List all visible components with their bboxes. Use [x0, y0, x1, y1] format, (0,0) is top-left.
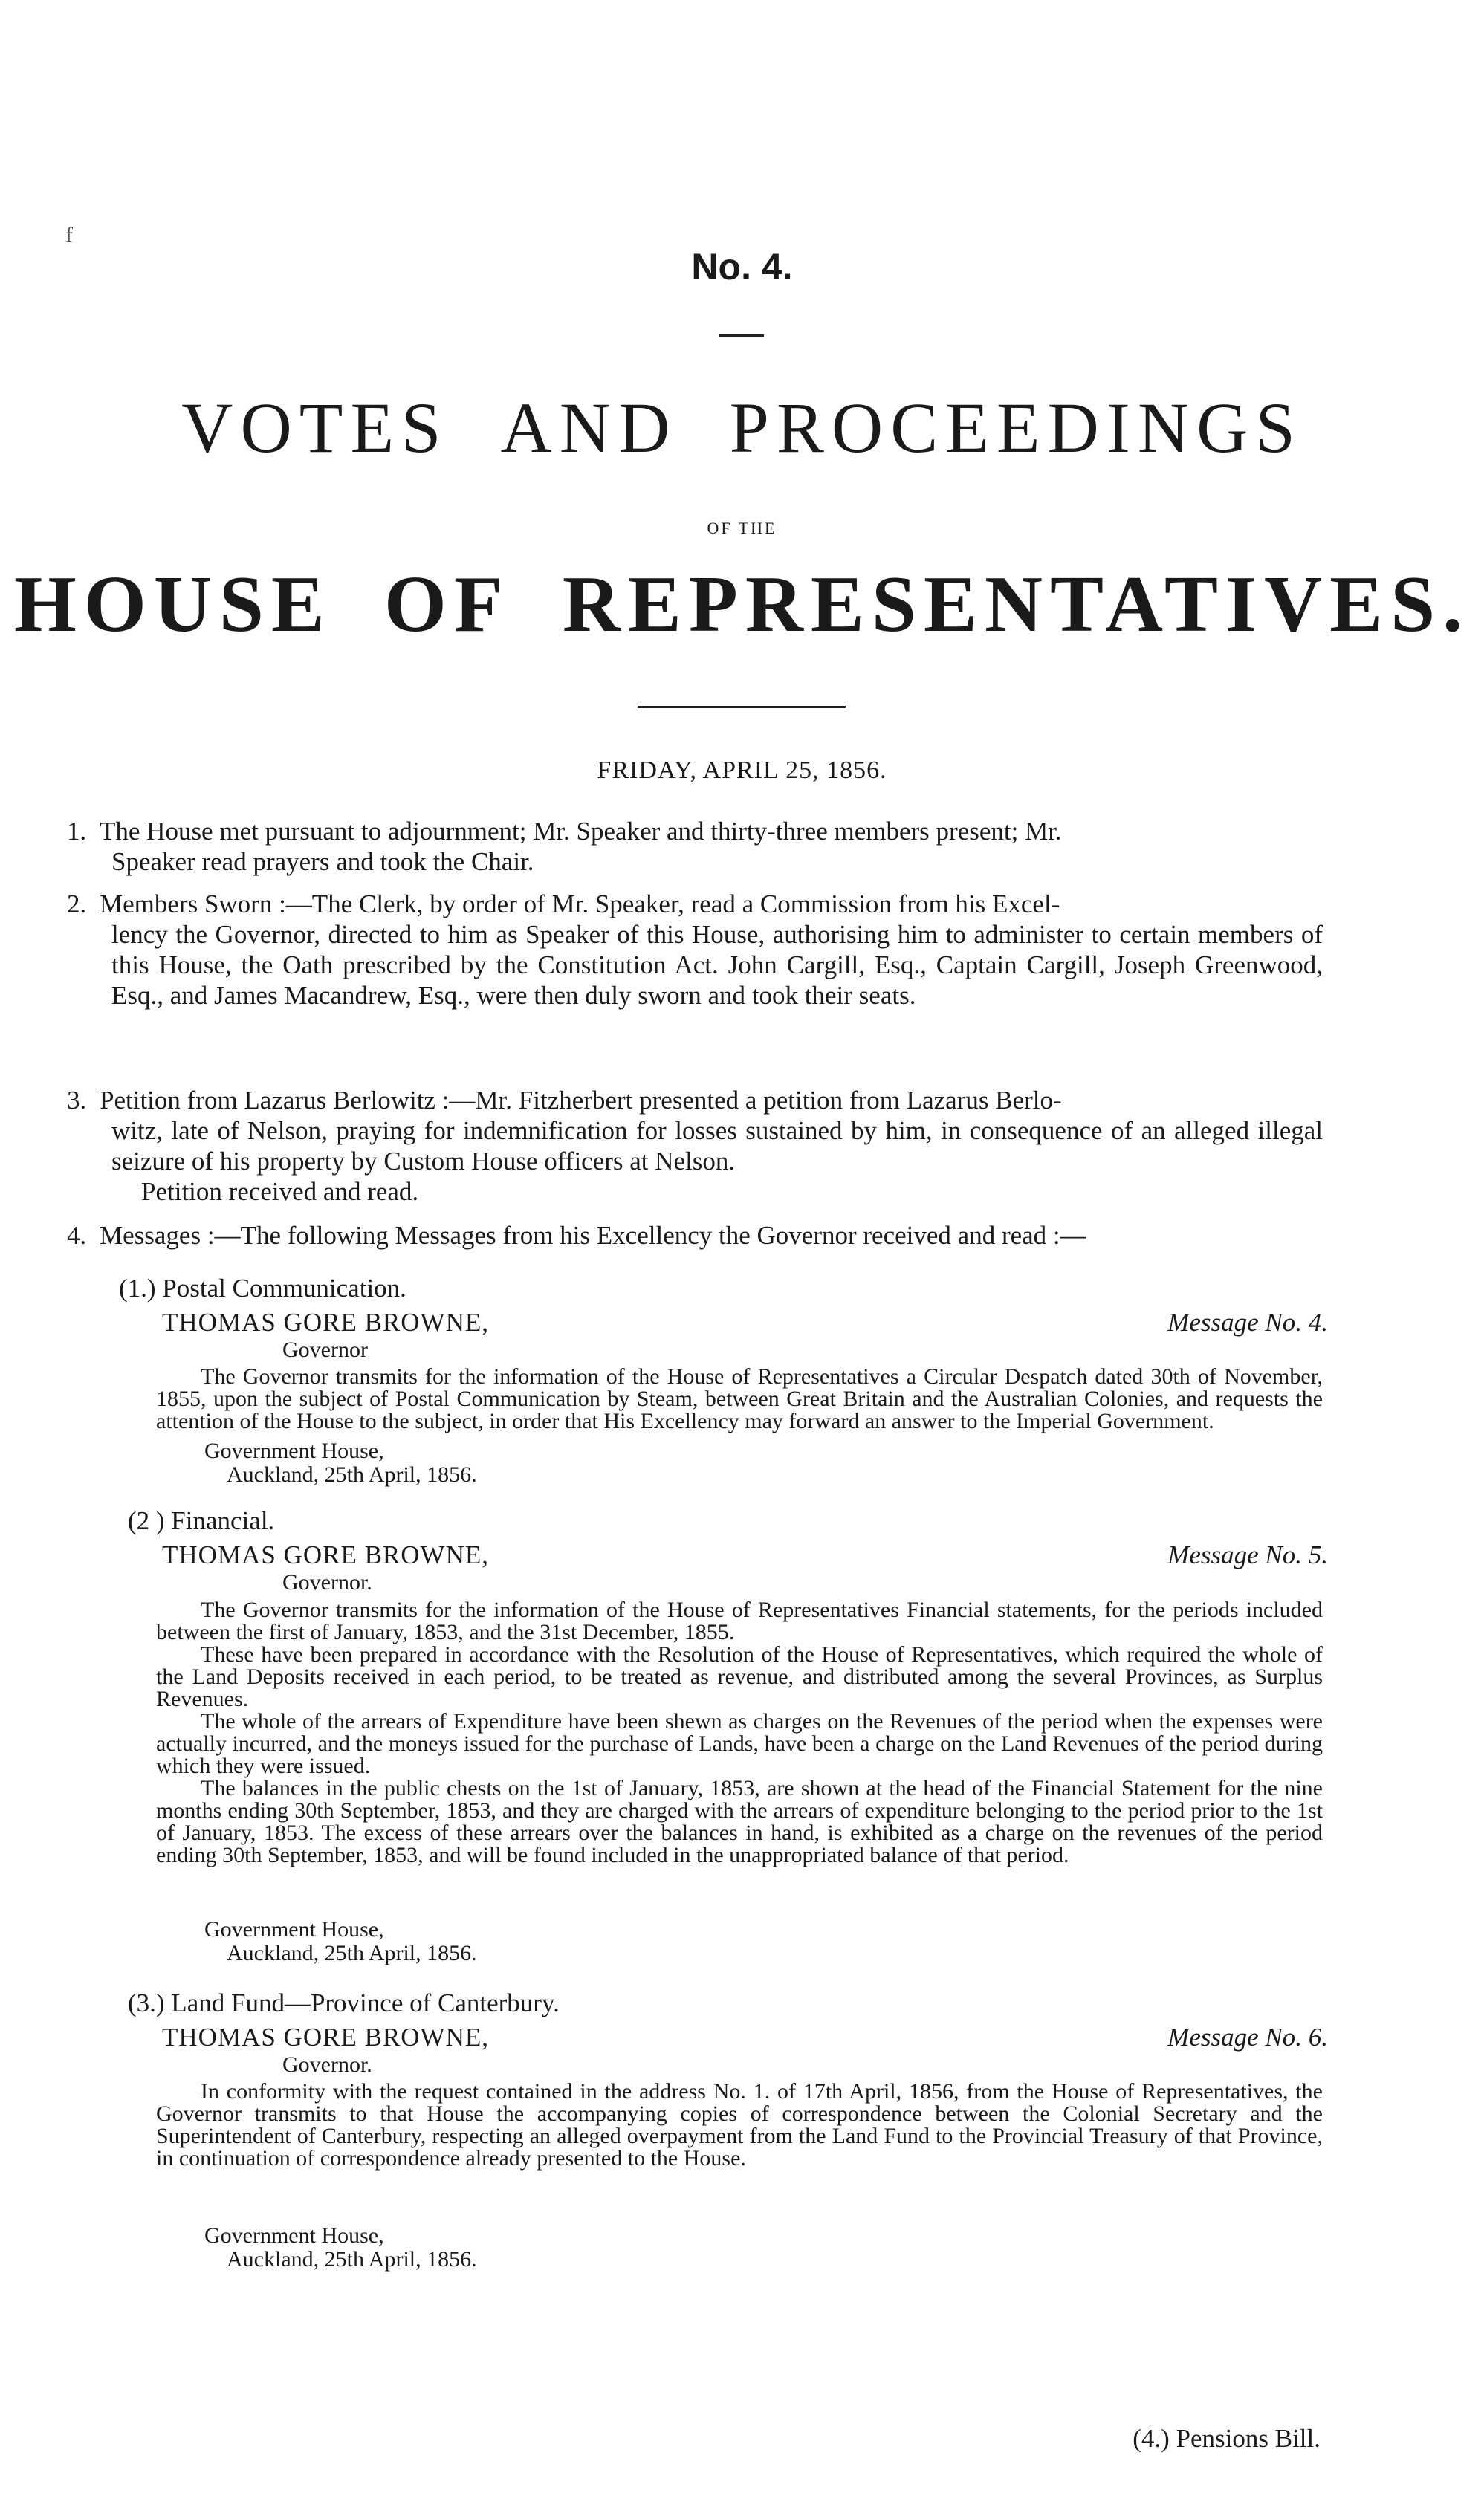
- divider-long: [638, 706, 846, 708]
- message-signature-date: Auckland, 25th April, 1856.: [227, 1941, 477, 1965]
- paragraph-text: In conformity with the request contained in the address No. 1. of 17th April, 1856, from the House of Representatives, the Governor transmits to that House the accompanying copies of correspondence between the Colonial Secretary and the Superintendent of Canterbury, respecting an alleged overpayment from the Land Fund to the Provincial Treasury of that Province, in continuation of correspondence already presented to the House.: [156, 2079, 1323, 2171]
- sender-title: Governor.: [282, 2052, 372, 2077]
- item-number: 2.: [67, 889, 87, 918]
- divider-short: [719, 334, 764, 337]
- item-text: witz, late of Nelson, praying for indemnification for losses sustained by him, in consequence of an alleged illegal seizure of his property by Custom House officers at Nelson.: [111, 1116, 1323, 1176]
- title-word-of: OF: [383, 560, 511, 649]
- message-signature-place: Government House,: [204, 1439, 384, 1463]
- item-text: Speaker read prayers and took the Chair.: [111, 847, 534, 876]
- item-number: 3.: [67, 1086, 87, 1115]
- message-signature-place: Government House,: [204, 1917, 384, 1942]
- sender-title: Governor.: [282, 1570, 372, 1595]
- proceeding-item-2: [67, 889, 1323, 1011]
- title-word-votes: VOTES: [181, 388, 449, 467]
- message-paragraph: [156, 2081, 1323, 2170]
- paragraph-text: The Governor transmits for the information of the House of Representatives a Circular Despatch dated 30th of November, 1855, upon the subject of Postal Communication by Steam, between Great Britain and the Australian Colonies, and requests the attention of the House to the subject, in order that His Excellency may forward an answer to the Imperial Government.: [156, 1364, 1323, 1433]
- message-sender: THOMAS GORE BROWNE,: [162, 1308, 489, 1337]
- proceeding-item-1: [67, 816, 1323, 877]
- margin-mark: f: [65, 223, 73, 247]
- document-number: No. 4.: [691, 246, 793, 288]
- title-line-1: [0, 386, 1484, 469]
- message-sender: THOMAS GORE BROWNE,: [162, 1540, 489, 1569]
- message-body: [156, 1599, 1323, 1867]
- item-text-first-line: Petition from Lazarus Berlowitz :—Mr. Fitzherbert presented a petition from Lazarus Berlo-: [100, 1086, 1062, 1115]
- message-paragraph: [156, 1711, 1323, 1777]
- item-text-note: Petition received and read.: [141, 1177, 419, 1206]
- message-number: Message No. 6.: [1167, 2023, 1328, 2052]
- message-heading: (2 ) Financial.: [128, 1506, 275, 1535]
- title-word-proceedings: PROCEEDINGS: [729, 388, 1303, 467]
- title-of-the: OF THE: [707, 519, 777, 537]
- item-text-first-line: The House met pursuant to adjournment; Mr. Speaker and thirty-three members present; Mr.: [100, 817, 1062, 846]
- item-number: 4.: [67, 1221, 87, 1250]
- item-text-first-line: Members Sworn :—The Clerk, by order of Mr. Speaker, read a Commission from his Excel-: [100, 889, 1060, 918]
- proceeding-item-4: [67, 1220, 1323, 1251]
- message-heading: (3.) Land Fund—Province of Canterbury.: [128, 1988, 560, 2017]
- message-paragraph: [156, 1644, 1323, 1711]
- paragraph-text: The Governor transmits for the information of the House of Representatives Financial statements, for the periods included between the first of January, 1853, and the 31st December, 1855.: [156, 1598, 1323, 1644]
- message-signature-date: Auckland, 25th April, 1856.: [227, 2247, 477, 2272]
- paragraph-text: The balances in the public chests on the 1st of January, 1853, are shown at the head of the Financial Statement for the nine months ending 30th September, 1853, and they are charged with the arrears of expenditure belonging to the period prior to the 1st of January, 1853. The excess of these arrears over the balances in hand, is exhibited as a charge on the revenues of the period ending 30th September, 1853, and will be found included in the unappropriated balance of that period.: [156, 1776, 1323, 1867]
- catchword: (4.) Pensions Bill.: [1133, 2424, 1321, 2453]
- title-word-house: HOUSE: [13, 560, 332, 649]
- item-number: 1.: [67, 817, 87, 846]
- paragraph-text: These have been prepared in accordance with the Resolution of the House of Representatives, which required the whole of the Land Deposits received in each period, to be treated as revenue, and distributed among the several Provinces, as Surplus Revenues.: [156, 1642, 1323, 1711]
- item-text-first-line: Messages :—The following Messages from his Excellency the Governor received and read :—: [100, 1221, 1086, 1250]
- message-number: Message No. 5.: [1167, 1540, 1328, 1569]
- sitting-date: FRIDAY, APRIL 25, 1856.: [597, 756, 887, 784]
- message-paragraph: [156, 1366, 1323, 1433]
- message-body: [156, 2081, 1323, 2170]
- message-paragraph: [156, 1599, 1323, 1644]
- message-signature-place: Government House,: [204, 2223, 384, 2248]
- title-word-and: AND: [500, 388, 678, 467]
- title-line-2: [0, 559, 1484, 651]
- message-paragraph: [156, 1777, 1323, 1867]
- item-text: lency the Governor, directed to him as Speaker of this House, authorising him to administer to certain members of this House, the Oath prescribed by the Constitution Act. John Cargill, Esq., Captain Cargill, Joseph Greenwood, Esq., and James Macandrew, Esq., were then duly sworn and took their seats.: [111, 920, 1323, 1010]
- paragraph-text: The whole of the arrears of Expenditure have been shewn as charges on the Revenues of the period when the expenses were actually incurred, and the moneys issued for the purchase of Lands, have been a charge on the Land Revenues of the period during which they were issued.: [156, 1709, 1323, 1778]
- message-sender: THOMAS GORE BROWNE,: [162, 2023, 489, 2052]
- message-heading: (1.) Postal Communication.: [119, 1274, 406, 1303]
- message-number: Message No. 4.: [1167, 1308, 1328, 1337]
- title-word-representatives: REPRESENTATIVES.: [562, 560, 1471, 649]
- proceeding-item-3: [67, 1085, 1323, 1207]
- sender-title: Governor: [282, 1338, 368, 1362]
- message-signature-date: Auckland, 25th April, 1856.: [227, 1462, 477, 1487]
- message-body: [156, 1366, 1323, 1433]
